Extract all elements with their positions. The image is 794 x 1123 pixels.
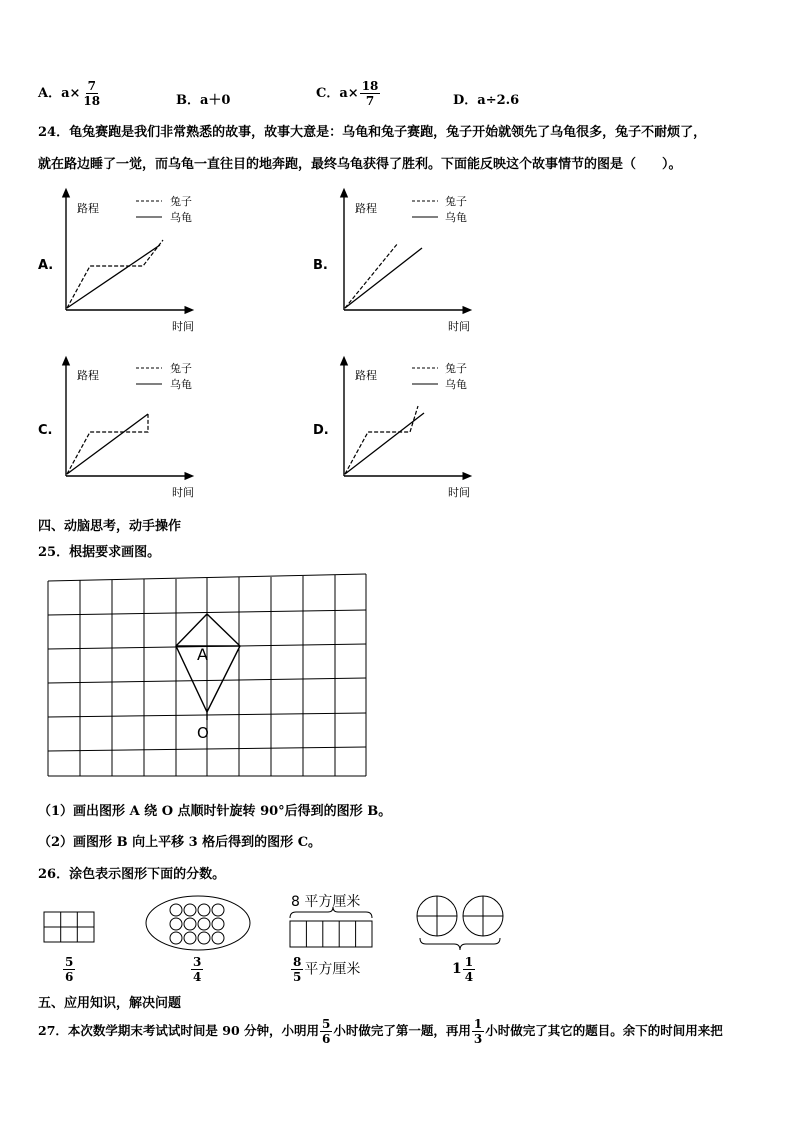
graph-a-label: A. [38,258,54,273]
graph-d [313,360,470,499]
graph-a-turtle-line [67,245,160,308]
graph-c-label: C. [38,423,53,438]
q26-figure-3-strip [290,907,372,947]
graph-b-legend-turtle: 乌龟 [445,211,467,224]
q27-question: 27．本次数学期末考试试时间是 90 分钟，小明用 $\frac{5}{6}$ 小时做完了第一题，再用 $\frac{1}{3}$ 小时做完了其它的题目。余下的时间用来把 [38,1017,723,1046]
graph-d-y-label: 路程 [355,369,377,382]
graph-a-legend-turtle: 乌龟 [170,211,192,224]
graph-d-turtle-line [345,413,424,474]
graph-c-turtle-line [67,414,148,474]
q25-grid [44,572,374,782]
q25-title: 25．根据要求画图。 [38,545,161,560]
q24-question: 24．龟兔赛跑是我们非常熟悉的故事，故事大意是：乌龟和兔子赛跑，兔子开始就领先了乌龟很多，兔子不耐烦了， 就在路边睡了一觉，而乌龟一直往目的地奔跑，最终乌龟获得了胜利。下面能反映这个故事情节的图是（ ）。 [38,125,707,172]
graph-c-x-label: 时间 [172,486,194,499]
graph-d-legend-rabbit: 兔子 [445,362,467,375]
q23-option-b: B．a＋0 [176,93,231,108]
q23-option-a-fraction: $\frac{7}{18}$ [83,79,101,108]
section-5-heading: 五、应用知识，解决问题 [38,996,182,1011]
q26-figures [40,890,510,952]
q26-figure-2-oval [146,896,250,950]
graph-b-label: B. [313,258,328,273]
q26-figure-2-fraction: $\frac{3}{4}$ [193,955,202,984]
graph-b-rabbit-line [345,243,398,308]
figure-a-label: A [197,645,208,664]
q23-option-a: A．a× $\frac{7}{18}$ [38,79,101,108]
q23-option-c-fraction: $\frac{18}{7}$ [361,79,379,108]
graph-d-legend-turtle: 乌龟 [445,378,467,391]
q26-figure-4-fraction: 1 $\frac{1}{4}$ [452,955,474,984]
graph-d-x-label: 时间 [448,486,470,499]
section-4-heading: 四、动脑思考，动手操作 [38,519,182,534]
graph-a-legend-rabbit: 兔子 [170,195,192,208]
q25-task-2: （2）画图形 B 向上平移 3 格后得到的图形 C。 [38,835,322,850]
graph-c-legend-turtle: 乌龟 [170,378,192,391]
graph-a-x-label: 时间 [172,320,194,333]
graph-b-y-label: 路程 [355,202,377,215]
q27-fraction-1: $\frac{5}{6}$ [322,1017,331,1046]
graph-c-legend-rabbit: 兔子 [170,362,192,375]
graph-c-y-label: 路程 [77,369,99,382]
graph-d-label: D. [313,423,329,438]
graph-a [38,192,194,333]
figure-a-kite [176,614,240,712]
q25-task-1: （1）画出图形 A 绕 O 点顺时针旋转 90°后得到的图形 B。 [38,804,392,819]
graph-d-rabbit-line [345,406,418,474]
graph-b [313,192,470,333]
q23-option-d: D．a÷2.6 [453,93,520,108]
q26-figure-3-top-label: 8 平方厘米 [291,894,361,910]
q27-fraction-2: $\frac{1}{3}$ [473,1017,483,1046]
graph-c [38,360,194,499]
point-o-label: O [197,724,209,742]
graph-b-x-label: 时间 [448,320,470,333]
q24-graphs [0,180,794,510]
q23-option-c: C．a× $\frac{18}{7}$ [316,79,379,108]
q26-figure-1-fraction: $\frac{5}{6}$ [65,955,74,984]
q26-figure-4-circles [417,896,503,950]
graph-b-legend-rabbit: 兔子 [445,195,467,208]
q26-title: 26．涂色表示图形下面的分数。 [38,867,226,882]
graph-b-turtle-line [345,248,422,308]
q26-figure-1-rectangle [44,912,94,942]
q26-figure-3-fraction: $\frac{8}{5}$ 平方厘米 [293,955,361,984]
graph-a-y-label: 路程 [77,202,99,215]
